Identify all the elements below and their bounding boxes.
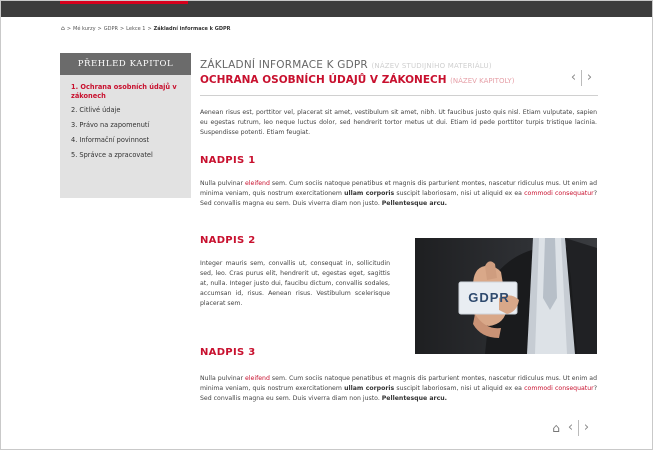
bold-text: ullam corporis [344,190,395,197]
nav-separator [578,420,579,436]
breadcrumb [61,25,231,32]
chevron-left-icon[interactable]: ‹ [570,70,577,85]
nav-separator [581,70,582,86]
top-bar-accent [60,1,188,4]
heading-2: NADPIS 2 [200,235,256,246]
paragraph-1 [200,179,597,209]
text-run: Nulla pulvinar [200,180,246,187]
bold-text: Pellentesque arcu. [381,200,448,207]
chapter-title [200,74,598,86]
title-divider [200,95,598,96]
highlight-text: commodi consequatur [524,190,594,197]
chapter-item-1[interactable]: 1. Ochrana osobních údajů v zákonech [71,83,177,100]
chapter-item-2[interactable]: 2. Citlivé údaje [71,106,121,114]
heading-3: NADPIS 3 [200,347,256,358]
text-run: suscipit laboriosam, nisi ut aliquid ex ea [394,190,525,197]
highlight-text: eleifend [245,375,270,382]
text-run: ? Sed convallis magna eu sem. Duis viverra diam non justo. [200,385,597,402]
highlight-text: eleifend [245,180,270,187]
bold-text: Pellentesque arcu. [381,395,448,402]
course-title-note: (NÁZEV STUDIJNÍHO MATERIÁLU) [371,62,492,70]
top-chapter-nav [568,70,595,86]
breadcrumb-item-gdpr[interactable]: GDPR [103,25,118,32]
course-title-text: ZÁKLADNÍ INFORMACE K GDPR [200,59,368,71]
chapter-title-note: (NÁZEV KAPITOLY) [450,77,515,85]
chapter-list [60,75,191,160]
text-run: sem. Cum sociis natoque penatibus et magnis dis parturient montes, nascetur ridiculus mus. Ut enim ad minima veniam, quis nostrum exercitationem [200,375,598,392]
text-run: suscipit laboriosam, nisi ut aliquid ex ea [394,385,525,392]
text-run: ? Sed convallis magna eu sem. Duis viverra diam non justo. [200,190,597,207]
breadcrumb-separator: > [66,25,72,32]
bottom-chapter-nav [549,420,592,436]
chapter-item-3[interactable]: 3. Právo na zapomenutí [71,121,150,129]
gdpr-card-text: GDPR [468,290,510,305]
gdpr-card-photo [415,238,597,354]
breadcrumb-home-icon[interactable]: ⌂ [61,25,65,32]
text-run: Nulla pulvinar [200,375,246,382]
title-block [200,59,598,86]
chevron-right-icon[interactable]: › [583,420,590,435]
breadcrumb-separator: > [97,25,102,32]
sidebar-header: PŘEHLED KAPITOL [60,53,191,75]
paragraph-2: Integer mauris sem, convallis ut, consequat in, sollicitudin sed, leo. Cras purus elit, hendrerit ut, egestas eget, sagittis at, nulla. Integer justo dui, faucibu dictum, convallis sodales, accumsan id, risus. Aenean risus. Vestibulum scelerisque placerat sem. [200,260,390,307]
home-icon[interactable]: ⌂ [552,421,560,435]
chapter-item-4[interactable]: 4. Informační povinnost [71,136,150,144]
text-run: sem. Cum sociis natoque penatibus et magnis dis parturient montes, nascetur ridiculus mus. Ut enim ad minima veniam, quis nostrum exercitationem [200,180,598,197]
breadcrumb-current: Základní informace k GDPR [153,25,231,32]
chapter-item-5[interactable]: 5. Správce a zpracovatel [71,151,153,159]
chevron-right-icon[interactable]: › [586,70,593,85]
breadcrumb-item-lesson[interactable]: Lekce 1 [126,25,146,32]
heading-1: NADPIS 1 [200,155,256,166]
highlight-text: commodi consequatur [524,385,594,392]
breadcrumb-item-my-courses[interactable]: Mé kurzy [73,25,96,32]
breadcrumb-separator: > [119,25,125,32]
chevron-left-icon[interactable]: ‹ [567,420,574,435]
course-title [200,59,598,71]
breadcrumb-separator: > [147,25,152,32]
chapter-title-text: OCHRANA OSOBNÍCH ÚDAJŮ V ZÁKONECH [200,74,447,86]
top-bar [1,1,653,17]
bold-text: ullam corporis [344,385,395,392]
chapter-sidebar [60,53,191,198]
paragraph-3 [200,374,597,404]
intro-paragraph: Aenean risus est, porttitor vel, placerat sit amet, vestibulum sit amet, nibh. Ut faucibus justo quis nisl. Etiam vulputate, sapien eu egestas rutrum, leo neque luctus dolor, sed hendrerit tortor metus ut dui. Etiam id pede porttitor turpis tristique lacinia. Suspendisse potenti. Etiam feugiat. [200,109,597,136]
